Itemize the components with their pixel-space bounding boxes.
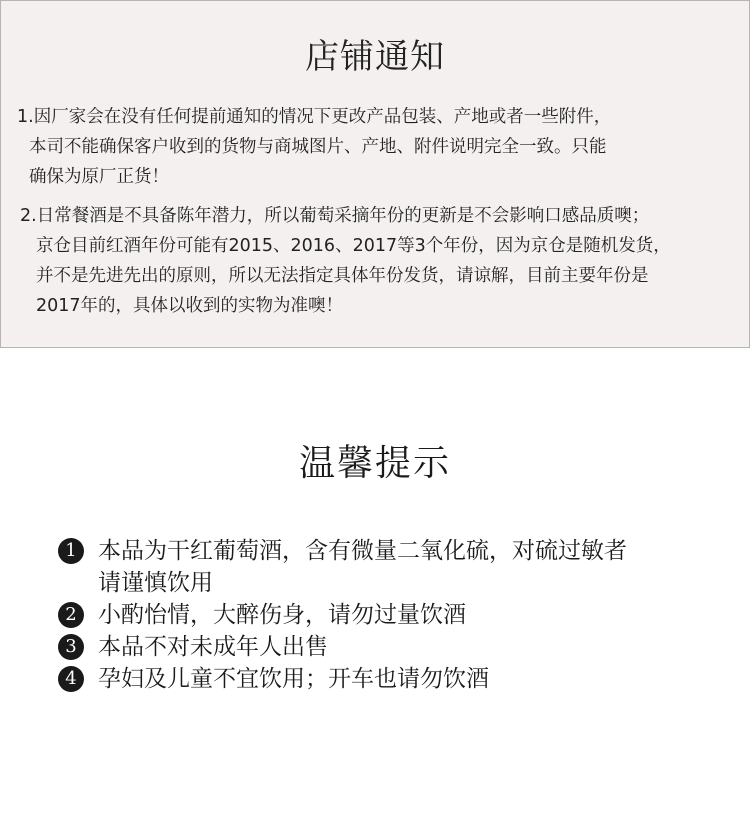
tip-text: 请谨慎饮用 [98,570,213,596]
tip-text: 本品不对未成年人出售 [98,634,328,660]
notice-line: 京仓目前红酒年份可能有2015、2016、2017等3个年份，因为京仓是随机发货， [36,236,671,256]
notice-line: 1.因厂家会在没有任何提前通知的情况下更改产品包装、产地或者一些附件， [17,107,612,127]
notice-item-1 [17,102,611,192]
notice-line: 确保为原厂正货！ [29,167,169,187]
notice-line: 2.日常餐酒是不具备陈年潜力，所以葡萄采摘年份的更新是不会影响口感品质噢； [20,206,650,226]
notice-line: 本司不能确保客户收到的货物与商城图片、产地、附件说明完全一致。只能 [29,137,607,157]
store-notice-panel [0,0,750,348]
notice-line: 并不是先进先出的原则，所以无法指定具体年份发货，请谅解，目前主要年份是 [36,266,649,286]
notice-item-2 [20,201,671,321]
warm-tips-title: 温馨提示 [298,443,451,484]
number-badge-icon: 3 [58,634,84,660]
tip-text: 孕妇及儿童不宜饮用；开车也请勿饮酒 [98,666,489,692]
number-badge-icon: 4 [58,666,84,692]
notice-line: 2017年的，具体以收到的实物为准噢！ [36,296,344,316]
number-badge-icon: 1 [58,538,84,564]
store-notice-title: 店铺通知 [305,37,445,77]
number-badge-icon: 2 [58,602,84,628]
tip-text: 本品为干红葡萄酒，含有微量二氧化硫，对硫过敏者 [98,538,627,564]
tip-text: 小酌怡情，大醉伤身，请勿过量饮酒 [98,602,466,628]
